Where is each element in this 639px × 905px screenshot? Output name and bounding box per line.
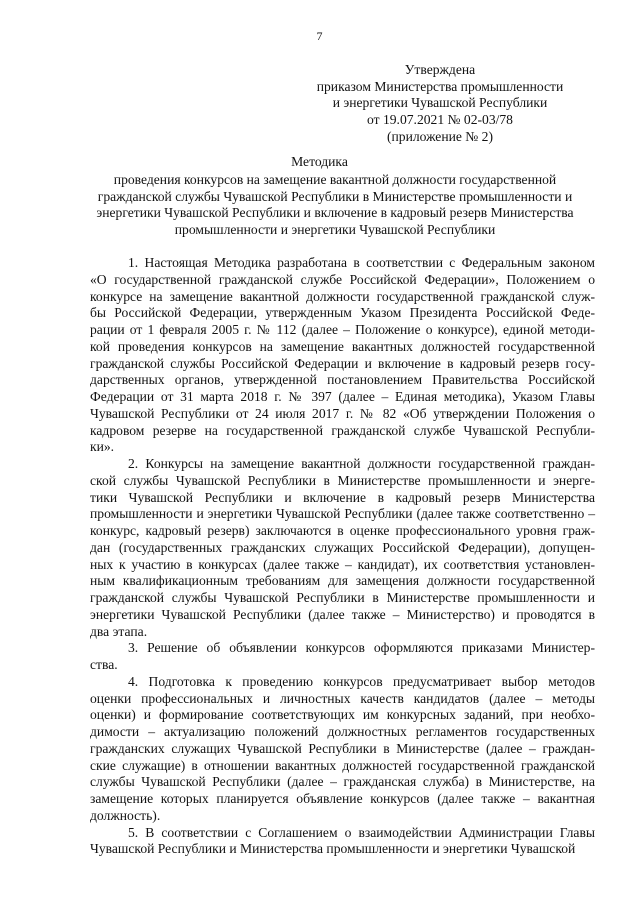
paragraph-line: тики Чувашской Республики и включение в кадровый резерв Министерства (90, 489, 595, 505)
paragraph-line: бы Российской Федерации, утвержденным Указом Президента Российской Феде- (90, 305, 595, 321)
paragraph-line: дарственных органов, утвержденной постановлением Правительства Российской (90, 372, 595, 388)
paragraph-line: 2. Конкурсы на замещение вакантной должности государственной граждан- (128, 456, 595, 471)
paragraph-line: оценки профессиональных и личностных качеств кандидатов (далее – методы (90, 690, 595, 706)
paragraph-line: «О государственной гражданской службе Российской Федерации», Положением о (90, 271, 595, 287)
paragraph-line: замещение которых планируется объявление конкурсов (далее также – вакантная (90, 791, 595, 806)
paragraph-line: ным квалификационным требованиям для замещения должности государственной (90, 573, 595, 589)
paragraph-line: гражданской службы Российской Федерации и включение в кадровый резерв госу- (90, 355, 595, 371)
subtitle-line: промышленности и энергетики Чувашской Республики (174, 222, 496, 238)
approval-block (290, 62, 590, 146)
subtitle-line: гражданской службы Чувашской Республики в Министерстве промышленности и (97, 188, 573, 204)
method-subtitle (70, 172, 600, 239)
approval-line: Утверждена (404, 62, 476, 77)
paragraph-line: ской службы Чувашской Республики в Министерстве промышленности и энерге- (90, 472, 595, 488)
paragraph-line: гражданской службы Чувашской Республики в Министерстве промышленности и (90, 590, 595, 605)
paragraph-line: Федерации от 31 марта 2018 г. № 397 (далее – Единая методика), Указом Главы (90, 389, 595, 404)
paragraph-line: Чувашской Республики от 24 июля 2017 г. № 82 «Об утверждении Положения о (90, 405, 595, 421)
paragraph-line: конкурс, кадровый резерв) заключаются в оценке профессионального уровня граж- (90, 523, 595, 538)
page-number: 7 (316, 29, 323, 43)
approval-line: (приложение № 2) (386, 128, 494, 144)
paragraph-line: 3. Решение об объявлении конкурсов оформляются приказами Министер- (128, 640, 595, 656)
paragraph (90, 456, 595, 640)
paragraph-line: 1. Настоящая Методика разработана в соответствии с Федеральным законом (128, 255, 595, 270)
paragraph-line: Чувашской Республики и Министерства промышленности и энергетики Чувашской (90, 841, 576, 857)
paragraph-line: 4. Подготовка к проведению конкурсов предусматривает выбор методов (128, 673, 595, 689)
subtitle-line: проведения конкурсов на замещение вакантной должности государственной (113, 172, 557, 187)
paragraph-line: должность). (90, 807, 161, 823)
document-body (90, 255, 595, 858)
paragraph-line: оценки) и формирование соответствующих им конкурсных заданий, при необхо- (90, 707, 595, 723)
paragraph (90, 640, 595, 674)
paragraph-line: промышленности и энергетики Чувашской Республики (далее также соответственно – (90, 506, 595, 522)
paragraph-line: ных к участию в конкурсах (далее также – кандидат), их соответствия установлен- (90, 556, 595, 572)
approval-line: приказом Министерства промышленности (316, 78, 564, 94)
paragraph-line: ки». (90, 439, 115, 455)
paragraph-line: энергетики Чувашской Республики (далее также – Министерство) и проводятся в (90, 606, 595, 622)
paragraph-line: кадровом резерве на государственной гражданской службе Чувашской Республи- (90, 422, 595, 438)
subtitle-line: энергетики Чувашской Республики и включение в кадровый резерв Министерства (96, 205, 574, 221)
paragraph-line: рации от 1 февраля 2005 г. № 112 (далее – Положение о конкурсе), единой методи- (90, 322, 595, 337)
method-title: Методика (291, 154, 348, 169)
paragraph-line: службы Чувашской Республики (далее – гражданская служба) в Министерстве, на (90, 774, 595, 790)
paragraph-line: ские служащие) в отношении вакантных должностей государственной гражданской (90, 757, 595, 773)
paragraph-line: дан (государственных гражданских служащих Российской Федерации), допущен- (90, 539, 595, 555)
paragraph-line: ства. (90, 657, 118, 672)
paragraph-line: конкурсе на замещение вакантной должности государственной гражданской служ- (90, 288, 595, 304)
approval-line: и энергетики Чувашской Республики (332, 95, 548, 111)
paragraph-line: кой проведения конкурсов на замещение вакантных должностей государственной (90, 338, 595, 354)
paragraph (90, 255, 595, 456)
paragraph-line: димости – актуализацию положений должностных регламентов государственных (90, 724, 595, 739)
paragraph-line: 5. В соответствии с Соглашением о взаимодействии Администрации Главы (128, 824, 595, 840)
paragraph-line: гражданских служащих Чувашской Республики в Министерстве (далее – граждан- (90, 740, 595, 756)
paragraph (90, 674, 595, 825)
paragraph (90, 825, 595, 859)
approval-line: от 19.07.2021 № 02-03/78 (367, 112, 513, 128)
paragraph-line: два этапа. (90, 623, 148, 639)
